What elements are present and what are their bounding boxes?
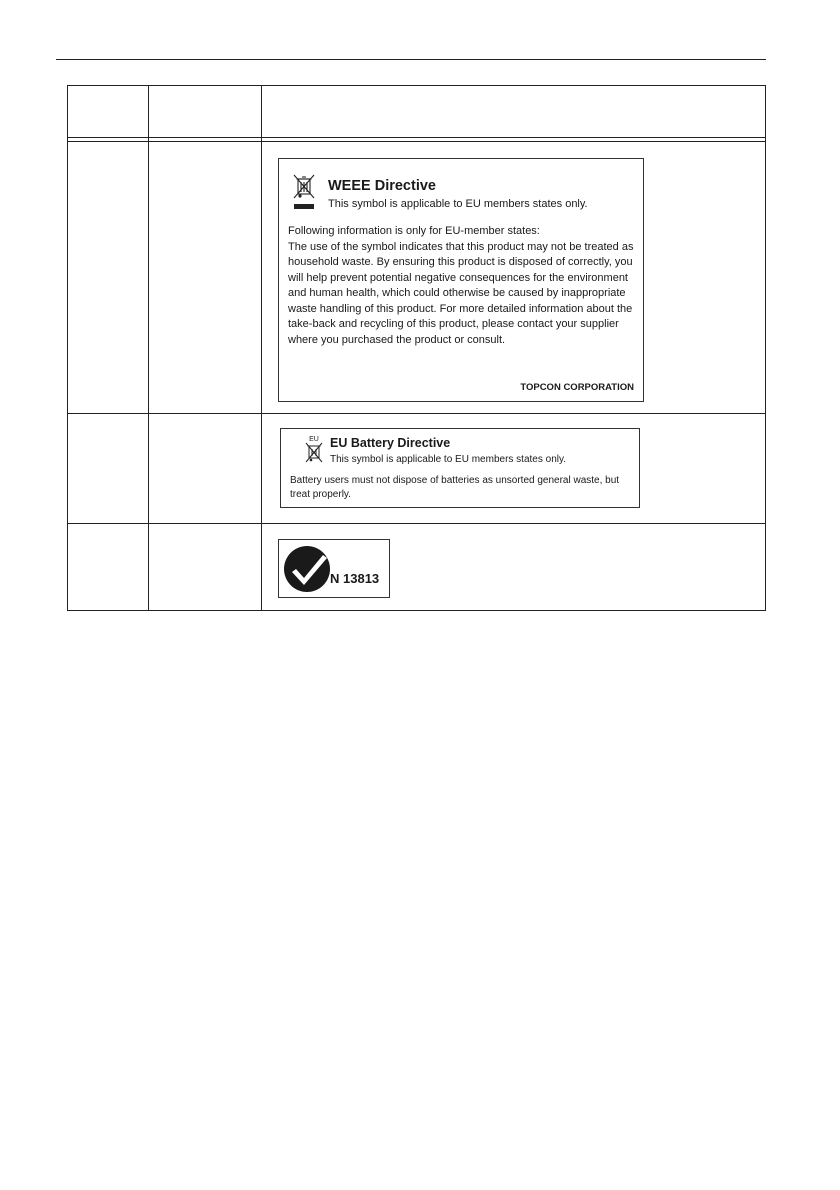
c-tick-mark-icon (283, 545, 331, 593)
row-divider-2 (68, 523, 765, 524)
company-name: TOPCON CORPORATION (520, 382, 634, 393)
battery-title: EU Battery Directive (330, 436, 451, 450)
battery-icon-eu-text: EU (309, 436, 319, 443)
weee-title: WEEE Directive (328, 178, 436, 194)
header-rule (56, 59, 766, 60)
weee-text: The use of the symbol indicates that this product may not be treated as household waste. By ensuring this product is disposed of correctly, you will help prevent potential negative consequences for the environment and human health, which could otherwise be caused by inappropriate waste handling of this product. For more detailed information about the take-back and recycling of this product, please contact your supplier where you purchased the product or consult. (288, 240, 634, 346)
weee-intro: Following information is only for EU-member states: (288, 225, 540, 237)
header-row-divider-b (68, 141, 765, 142)
c-tick-code: N 13813 (330, 571, 380, 586)
weee-body (288, 224, 640, 348)
battery-bin-icon (305, 434, 323, 466)
battery-body: Battery users must not dispose of batteries as unsorted general waste, but treat properly. (290, 475, 620, 500)
battery-subtitle: This symbol is applicable to EU members states only. (330, 454, 567, 465)
row-divider-1 (68, 413, 765, 414)
weee-subtitle: This symbol is applicable to EU members states only. (328, 198, 588, 210)
column-divider-2 (261, 86, 262, 610)
weee-directive-label (278, 158, 644, 402)
eu-battery-directive-label (280, 428, 640, 508)
symbols-table (67, 85, 766, 611)
crossed-out-wheelie-bin-icon (293, 174, 315, 210)
header-row-divider-a (68, 137, 765, 138)
column-divider-1 (148, 86, 149, 610)
c-tick-label (278, 539, 390, 598)
